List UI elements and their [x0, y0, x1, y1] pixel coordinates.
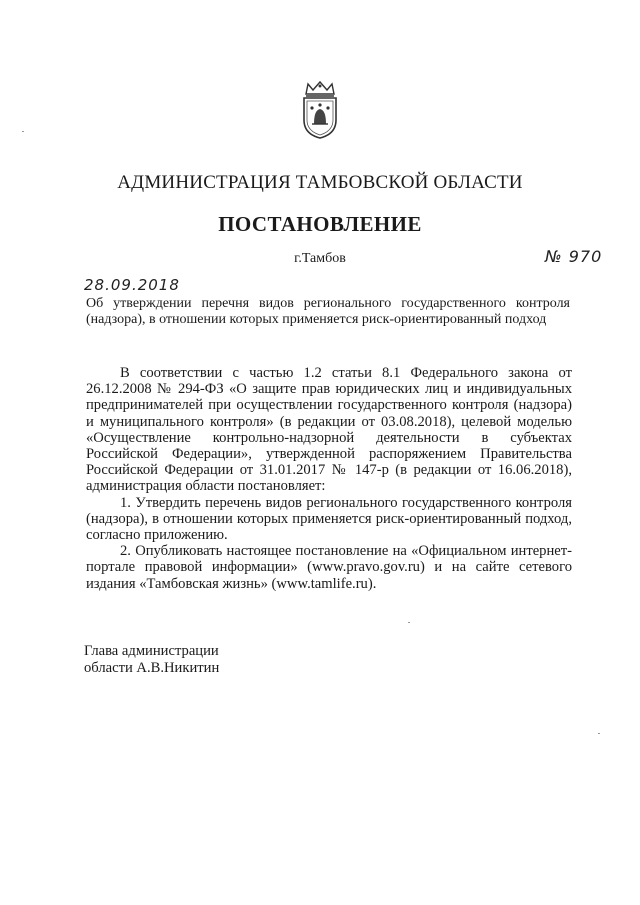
- document-body: [86, 365, 572, 592]
- scan-artifact: [408, 622, 410, 623]
- document-date: 28.09.2018: [84, 276, 180, 294]
- tambov-coat-of-arms-icon: [298, 80, 342, 140]
- agency-name: АДМИНИСТРАЦИЯ ТАМБОВСКОЙ ОБЛАСТИ: [117, 172, 523, 193]
- document-type-title: ПОСТАНОВЛЕНИЕ: [218, 212, 422, 236]
- preamble-paragraph: В соответствии с частью 1.2 статьи 8.1 Федерального закона от 26.12.2008 № 294-ФЗ «О защите прав юридических лиц и индивидуальных предпринимателей при осуществлении государственного контроля (надзора) и муниципального контроля» (в редакции от 03.08.2018), целевой моделью «Осуществление контрольно-надзорной деятельности в субъектах Российской Федерации», утвержденной распоряжением Правительства Российской Федерации от 31.01.2017 № 147-р (в редакции от 16.06.2018), администрация области постановляет:: [86, 365, 572, 495]
- document-number: № 970: [545, 247, 603, 266]
- list-item: 2. Опубликовать настоящее постановление на «Официальном интернет-портале правовой информации» (www.pravo.gov.ru) и на сайте сетевого издания «Тамбовская жизнь» (www.tamlife.ru).: [86, 543, 572, 592]
- document-subject: Об утверждении перечня видов регионального государственного контроля (надзора), в отношении которых применяется риск-ориентированный подход: [86, 296, 570, 327]
- signature-block: [84, 643, 219, 677]
- signature-title: Глава администрации: [84, 643, 219, 659]
- city-name: г.Тамбов: [294, 251, 346, 266]
- scan-artifact: [22, 131, 24, 132]
- scan-artifact: [598, 733, 600, 734]
- list-item: 1. Утвердить перечень видов регионального государственного контроля (надзора), в отношении которых применяется риск-ориентированный подход, согласно приложению.: [86, 494, 572, 544]
- signature-name: области А.В.Никитин: [84, 660, 220, 676]
